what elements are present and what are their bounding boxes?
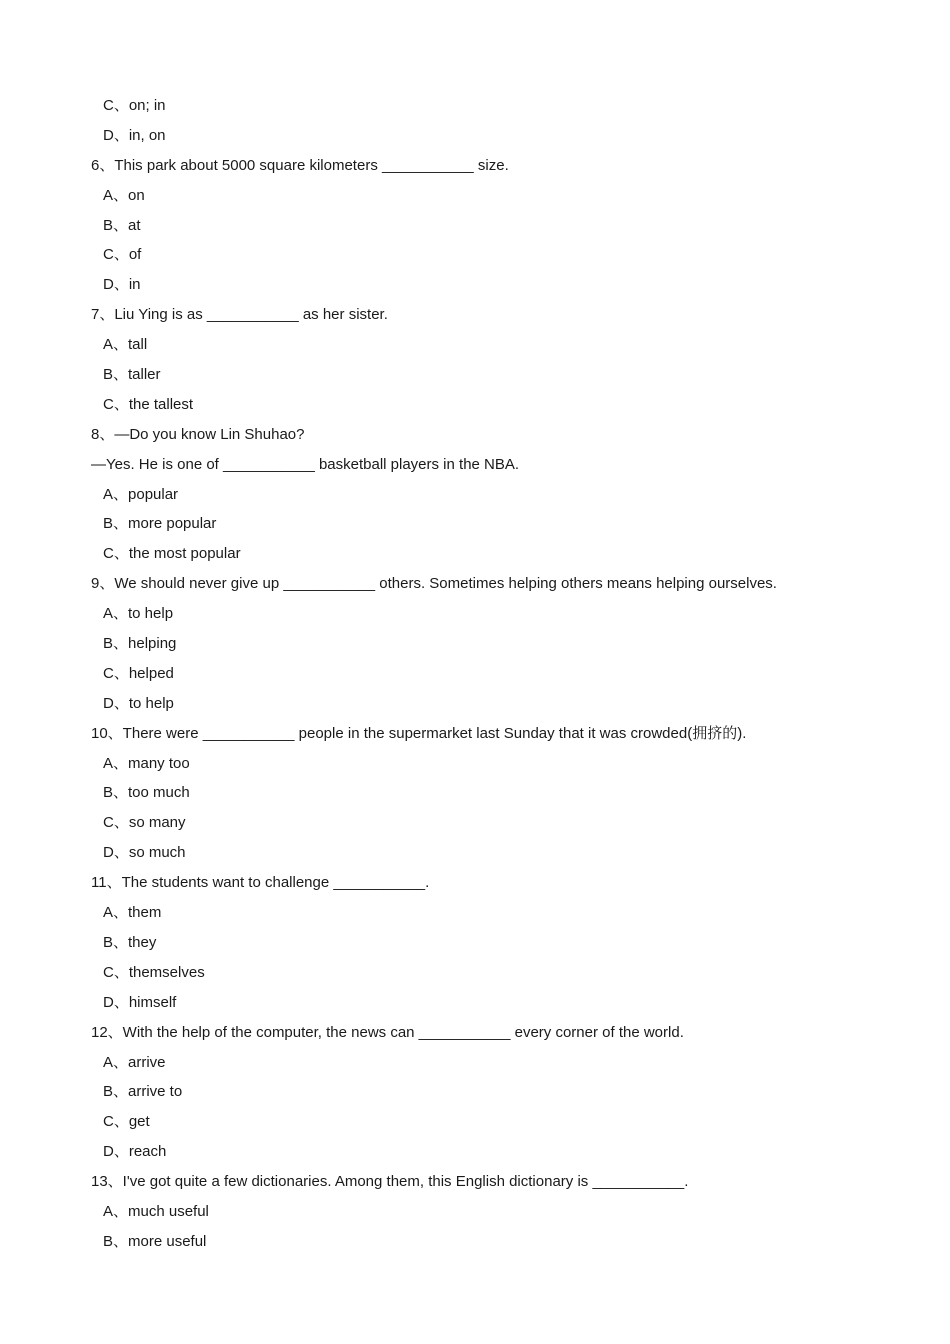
option-line: C、on; in — [103, 97, 166, 114]
option-line: C、so many — [103, 814, 186, 832]
option-line: B、arrive to — [103, 1083, 183, 1101]
question-line: 10、There were ___________ people in the supermarket last Sunday that it was crowded(拥挤的). — [91, 724, 747, 742]
option-line: C、themselves — [103, 963, 205, 981]
question-line: 11、The students want to challenge ___________. — [91, 874, 430, 892]
option-line: A、on — [103, 186, 145, 204]
option-line: C、the most popular — [103, 545, 241, 563]
option-line: D、in — [103, 276, 141, 294]
option-line: A、much useful — [103, 1202, 209, 1220]
option-line: B、taller — [103, 366, 161, 384]
question-line: 9、We should never give up ___________ others. Sometimes helping others means helping ourselves. — [91, 575, 777, 593]
option-line: D、in, on — [103, 126, 166, 144]
question-line: 12、With the help of the computer, the news can ___________ every corner of the world. — [91, 1023, 684, 1041]
option-line: B、at — [103, 216, 141, 234]
option-line: A、tall — [103, 336, 148, 354]
option-line: B、helping — [103, 635, 177, 653]
option-line: D、to help — [103, 694, 174, 712]
question-line: 6、This park about 5000 square kilometers ___________ size. — [91, 156, 509, 174]
option-line: A、popular — [103, 485, 179, 503]
option-line: A、many too — [103, 754, 190, 772]
option-line: A、to help — [103, 605, 174, 623]
option-line: A、them — [103, 904, 162, 922]
document-page — [0, 91, 950, 1257]
question-line: 8、—Do you know Lin Shuhao? — [91, 425, 305, 443]
option-line: C、get — [103, 1113, 150, 1131]
option-line: D、so much — [103, 844, 186, 862]
option-line: B、more popular — [103, 515, 217, 533]
question-line: —Yes. He is one of ___________ basketball players in the NBA. — [91, 455, 520, 473]
option-line: D、reach — [103, 1143, 167, 1161]
option-line: C、of — [103, 246, 142, 264]
option-line: D、himself — [103, 993, 177, 1011]
option-line: B、too much — [103, 784, 190, 802]
question-line: 7、Liu Ying is as ___________ as her sister. — [91, 306, 388, 324]
option-line: A、arrive — [103, 1053, 166, 1071]
option-line: B、they — [103, 933, 157, 951]
option-line: B、more useful — [103, 1232, 207, 1250]
option-line: C、helped — [103, 664, 174, 682]
option-line: C、the tallest — [103, 395, 194, 413]
question-line: 13、I've got quite a few dictionaries. Among them, this English dictionary is ___________. — [91, 1173, 689, 1191]
